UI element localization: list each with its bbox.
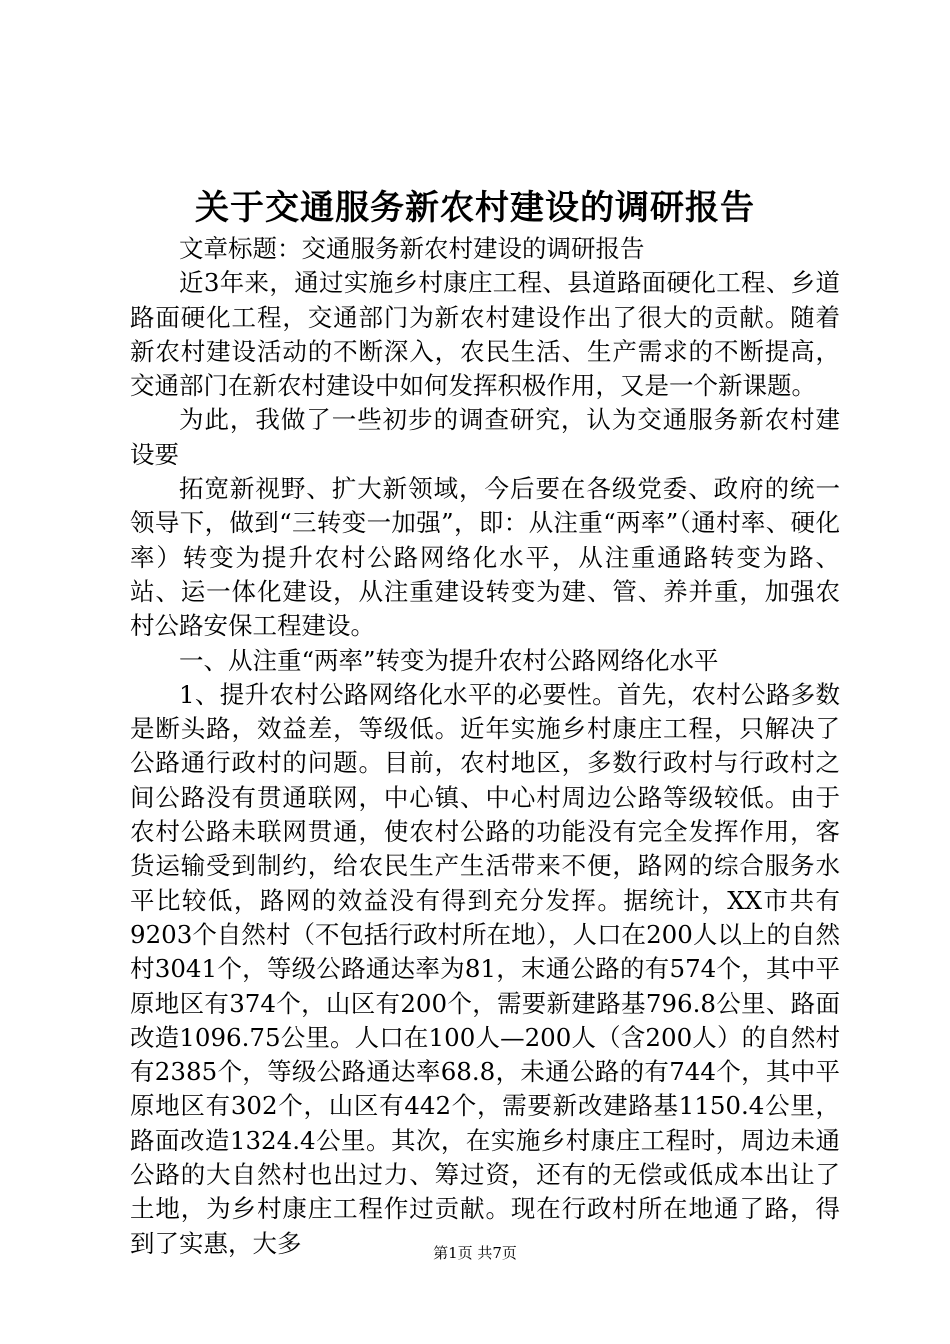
article-title-line: 文章标题：交通服务新农村建设的调研报告 — [179, 234, 645, 263]
page-footer: 第1页 共7页 — [433, 1244, 517, 1262]
document-title: 关于交通服务新农村建设的调研报告 — [195, 188, 755, 228]
paragraph: 近3年来，通过实施乡村康庄工程、县道路面硬化工程、乡道路面硬化工程，交通部门为新农村建设作出了很大的贡献。随着新农村建设活动的不断深入，农民生活、生产需求的不断提高，交通部门在新农村建设中如何发挥积极作用，又是一个新课题。 — [130, 268, 840, 401]
section-heading: 一、从注重“两率”转变为提升农村公路网络化水平 — [179, 645, 719, 675]
paragraph: 为此，我做了一些初步的调查研究，认为交通服务新农村建设要 — [130, 405, 840, 469]
paragraph: 拓宽新视野、扩大新领域，今后要在各级党委、政府的统一领导下，做到“三转变一加强”，即：从注重“两率”（通村率、硬化率）转变为提升农村公路网络化水平，从注重通路转变为路、站、运一体化建设，从注重建设转变为建、管、养并重，加强农村公路安保工程建设。 — [130, 474, 840, 641]
document-body — [130, 232, 840, 1261]
paragraph: 1、提升农村公路网络化水平的必要性。首先，农村公路多数是断头路，效益差，等级低。近年实施乡村康庄工程，只解决了公路通行政村的问题。目前，农村地区，多数行政村与行政村之间公路没有贯通联网，中心镇、中心村周边公路等级较低。由于农村公路未联网贯通，使农村公路的功能没有完全发挥作用，客货运输受到制约，给农民生产生活带来不便，路网的综合服务水平比较低，路网的效益没有得到充分发挥。据统计，XX市共有9203个自然村（不包括行政村所在地），人口在200人以上的自然村3041个，等级公路通达率为81，末通公路的有574个，其中平原地区有374个，山区有200个，需要新建路基796.8公里、路面改造1096.75公里。人口在100人—200人（含200人）的自然村有2385个，等级公路通达率68.8，未通公路的有744个，其中平原地区有302个，山区有442个，需要新改建路基1150.4公里，路面改造1324.4公里。其次，在实施乡村康庄工程时，周边未通公路的大自然村也出过力、筹过资，还有的无偿或低成本出让了土地，为乡村康庄工程作过贡献。现在行政村所在地通了路，得到了实惠，大多 — [130, 679, 840, 1258]
